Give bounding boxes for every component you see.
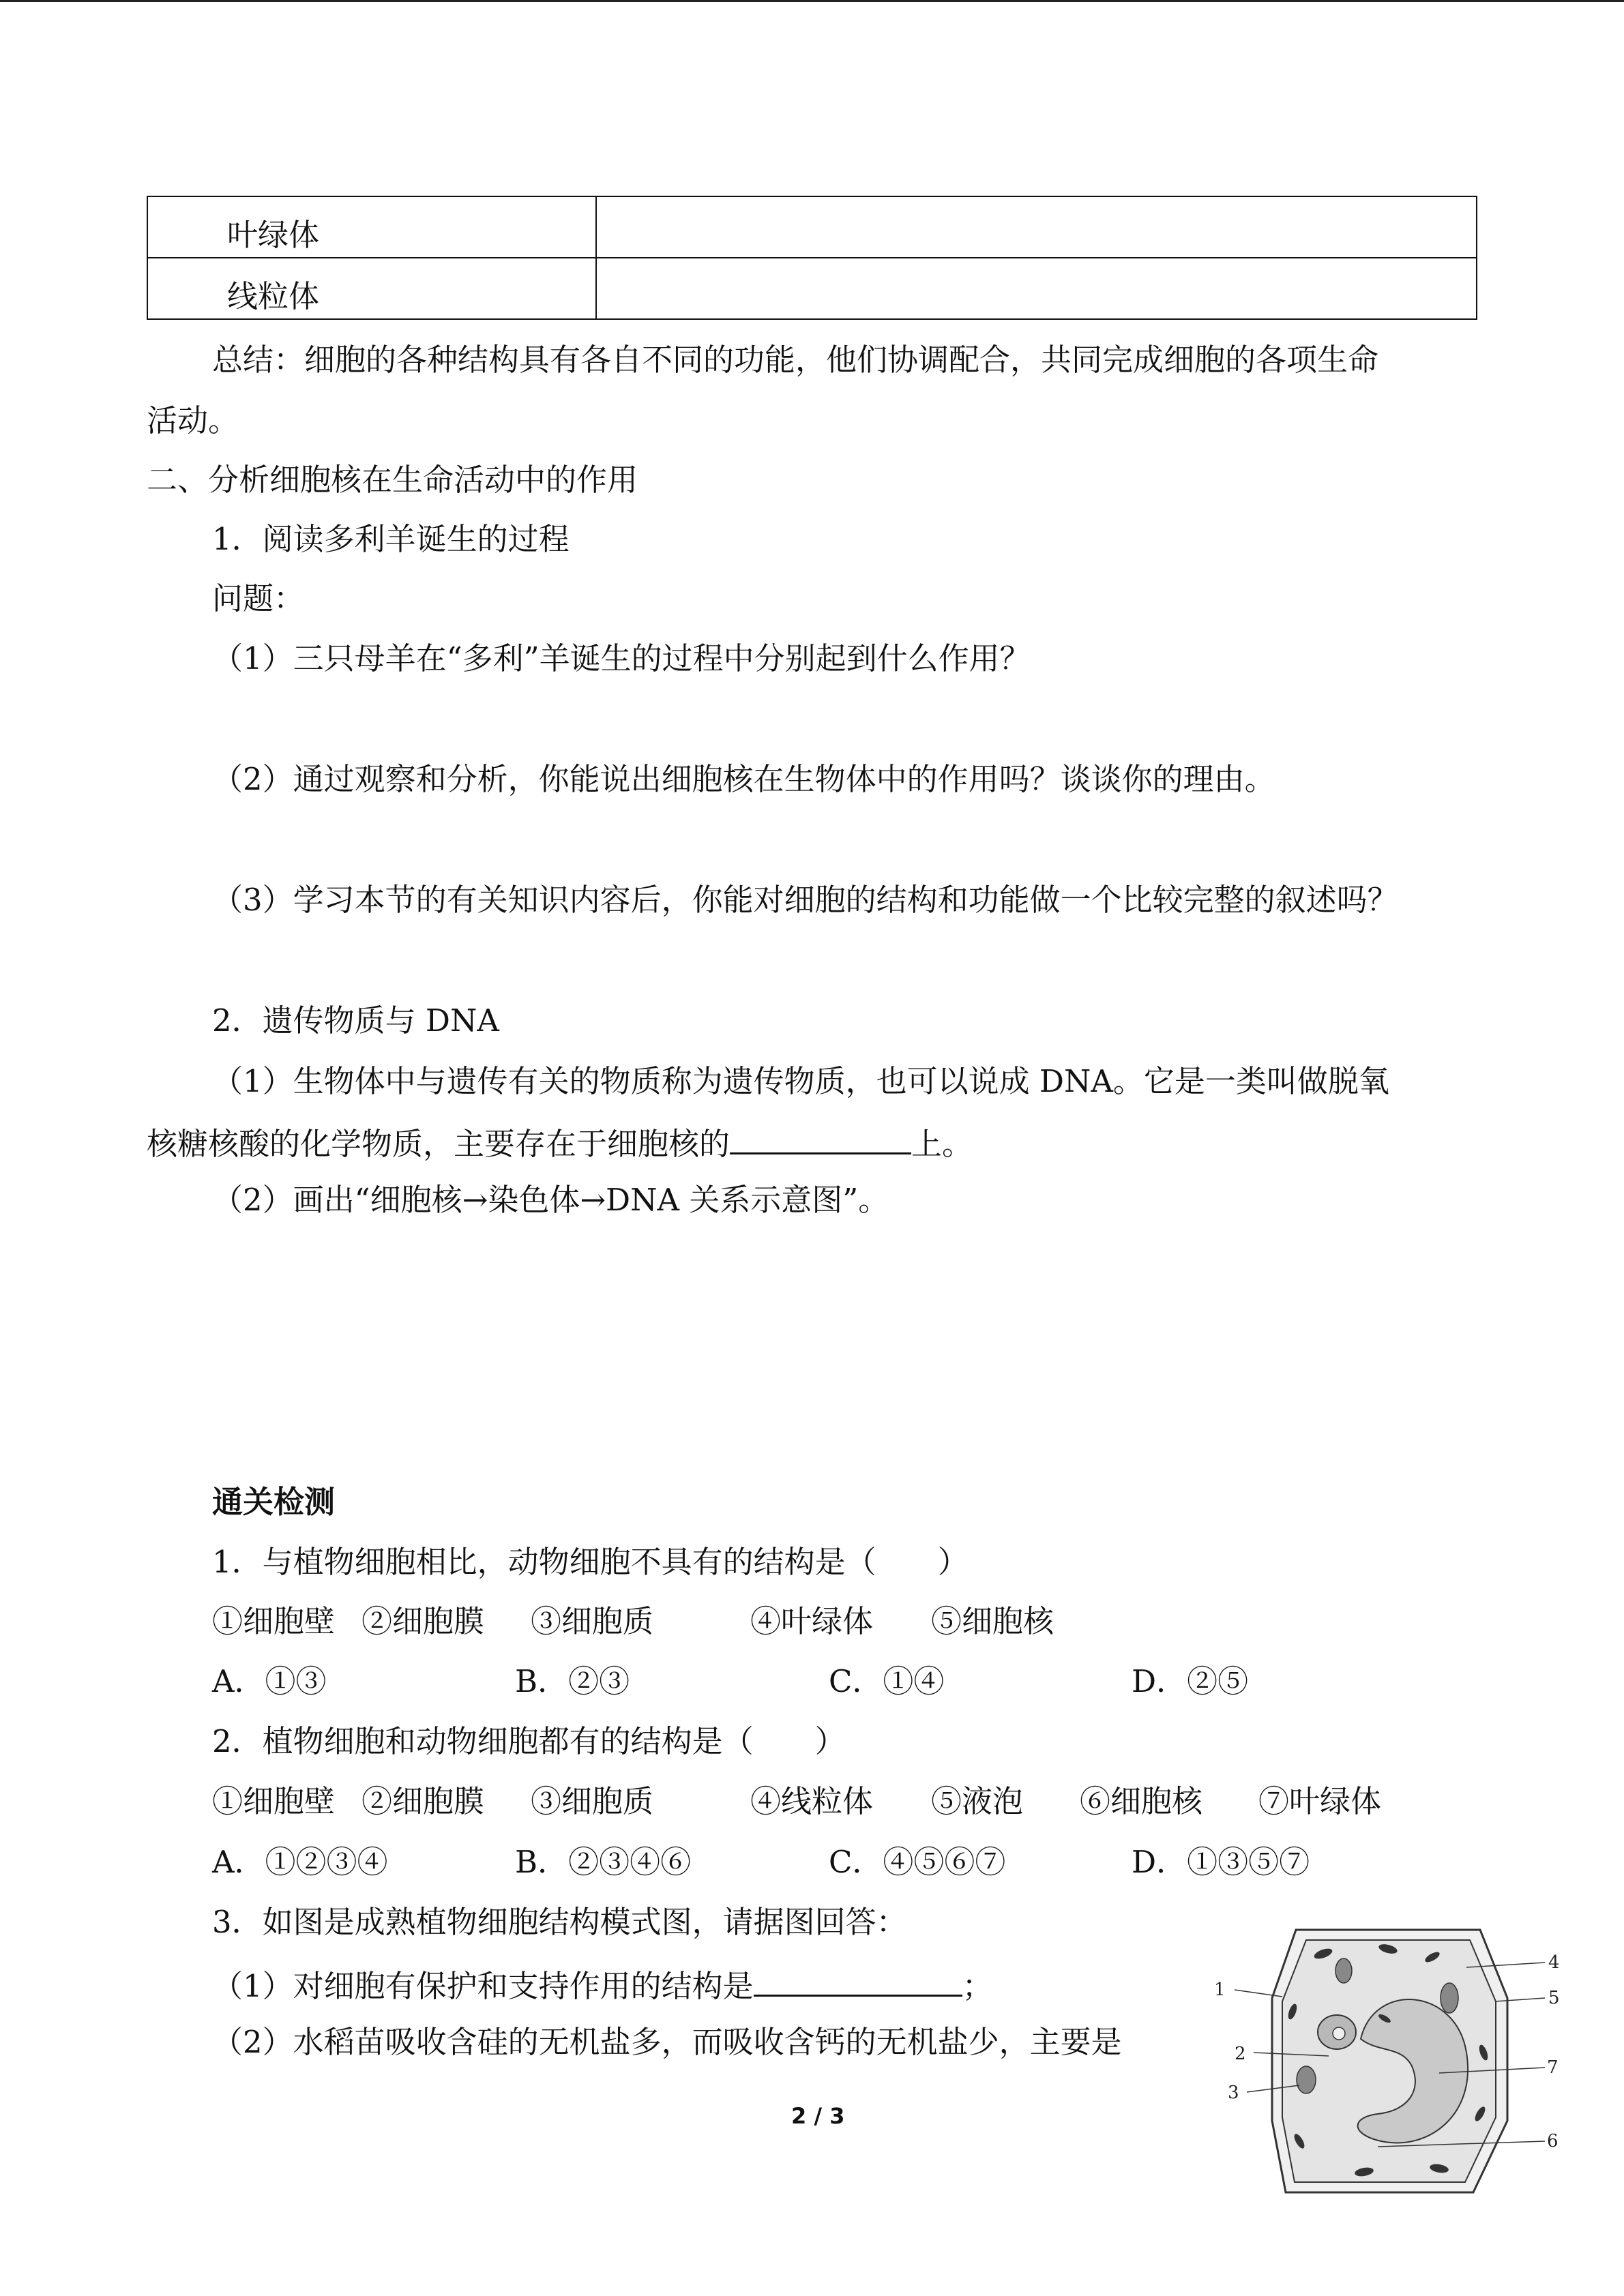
quiz-q1-item: ⑤细胞核 — [931, 1603, 1054, 1639]
quiz-q1-option-a: A．①③ — [212, 1663, 327, 1699]
figure-label: 1 — [1214, 1980, 1226, 2000]
summary-line-2: 活动。 — [147, 402, 239, 438]
quiz-q1-item: ④叶绿体 — [750, 1603, 874, 1639]
quiz-q3-sub-1-text: （1）对细胞有保护和支持作用的结构是 — [212, 1968, 754, 2004]
quiz-q1-item: ③细胞质 — [531, 1603, 654, 1639]
quiz-q2-option-d: D．①③⑤⑦ — [1132, 1844, 1310, 1880]
dna-question-2: （2）画出“细胞核→染色体→DNA 关系示意图”。 — [212, 1182, 889, 1218]
page-top-border — [0, 0, 1624, 2]
dna-question-1-text: 核糖核酸的化学物质，主要存在于细胞核的 — [147, 1126, 730, 1162]
figure-label: 5 — [1548, 1988, 1560, 2008]
table-cell-answer — [596, 258, 1477, 319]
questions-label: 问题： — [212, 580, 305, 616]
plant-cell-figure — [1214, 1916, 1560, 2203]
dna-question-1-line-2 — [147, 1125, 973, 1162]
quiz-q2-item: ①细胞壁 — [212, 1783, 336, 1819]
chloroplast — [1441, 1983, 1458, 2013]
quiz-q1-item: ①细胞壁 — [212, 1603, 336, 1639]
question-1: （1）三只母羊在“多利”羊诞生的过程中分别起到什么作用？ — [212, 640, 1031, 676]
question-2: （2）通过观察和分析，你能说出细胞核在生物体中的作用吗？谈谈你的理由。 — [212, 761, 1275, 797]
quiz-q3-stem: 3．如图是成熟植物细胞结构模式图，请据图回答： — [212, 1904, 907, 1940]
quiz-q2-item: ⑦叶绿体 — [1258, 1783, 1382, 1819]
quiz-q2-stem: 2．植物细胞和动物细胞都有的结构是（ ） — [212, 1723, 846, 1759]
nucleolus — [1333, 2027, 1345, 2040]
question-3: （3）学习本节的有关知识内容后，你能对细胞的结构和功能做一个比较完整的叙述吗？ — [212, 882, 1398, 918]
table-row — [147, 196, 1477, 258]
section-2-item-1: 1．阅读多利羊诞生的过程 — [212, 521, 570, 557]
table-row — [147, 258, 1477, 319]
answer-blank — [754, 1967, 962, 1997]
quiz-q2-option-c: C．④⑤⑥⑦ — [829, 1844, 1006, 1880]
figure-label: 4 — [1548, 1952, 1560, 1973]
dna-question-1-line-1: （1）生物体中与遗传有关的物质称为遗传物质，也可以说成 DNA。它是一类叫做脱氧 — [212, 1063, 1389, 1099]
quiz-q1-option-d: D．②⑤ — [1132, 1663, 1249, 1699]
figure-label: 2 — [1235, 2044, 1246, 2064]
quiz-q1-option-c: C．①④ — [829, 1663, 945, 1699]
structure-table — [147, 196, 1477, 320]
table-cell-name: 叶绿体 — [147, 196, 596, 258]
quiz-q2-item: ②细胞膜 — [361, 1783, 485, 1819]
summary-line-1: 总结：细胞的各种结构具有各自不同的功能，他们协调配合，共同完成细胞的各项生命 — [212, 342, 1379, 378]
quiz-q2-item: ⑤液泡 — [931, 1783, 1024, 1819]
figure-label: 6 — [1547, 2131, 1559, 2151]
section-2-title: 二、分析细胞核在生命活动中的作用 — [147, 462, 638, 498]
page-number: 2 / 3 — [791, 2103, 845, 2129]
chloroplast — [1335, 1958, 1352, 1983]
quiz-q1-stem: 1．与植物细胞相比，动物细胞不具有的结构是（ ） — [212, 1544, 969, 1580]
quiz-q2-item: ③细胞质 — [531, 1783, 654, 1819]
figure-label: 7 — [1547, 2057, 1559, 2078]
quiz-title: 通关检测 — [212, 1484, 336, 1520]
section-2-item-2: 2．遗传物质与 DNA — [212, 1002, 499, 1039]
table-cell-answer — [596, 196, 1477, 258]
quiz-q2-item: ⑥细胞核 — [1080, 1783, 1203, 1819]
dna-question-1-tail: 上。 — [911, 1126, 973, 1162]
quiz-q3-sub-2: （2）水稻苗吸收含硅的无机盐多，而吸收含钙的无机盐少，主要是 — [212, 2024, 1122, 2060]
answer-blank — [730, 1125, 911, 1154]
figure-label: 3 — [1228, 2083, 1239, 2103]
quiz-q1-item: ②细胞膜 — [361, 1603, 485, 1639]
quiz-q3-sub-1 — [212, 1967, 993, 2004]
quiz-q1-option-b: B．②③ — [515, 1663, 630, 1699]
table-cell-name: 线粒体 — [147, 258, 596, 319]
quiz-q2-item: ④线粒体 — [750, 1783, 874, 1819]
quiz-q3-sub-1-tail: ； — [962, 1968, 993, 2004]
chloroplast — [1297, 2066, 1316, 2093]
quiz-q2-option-a: A．①②③④ — [212, 1844, 388, 1880]
quiz-q2-option-b: B．②③④⑥ — [515, 1844, 692, 1880]
